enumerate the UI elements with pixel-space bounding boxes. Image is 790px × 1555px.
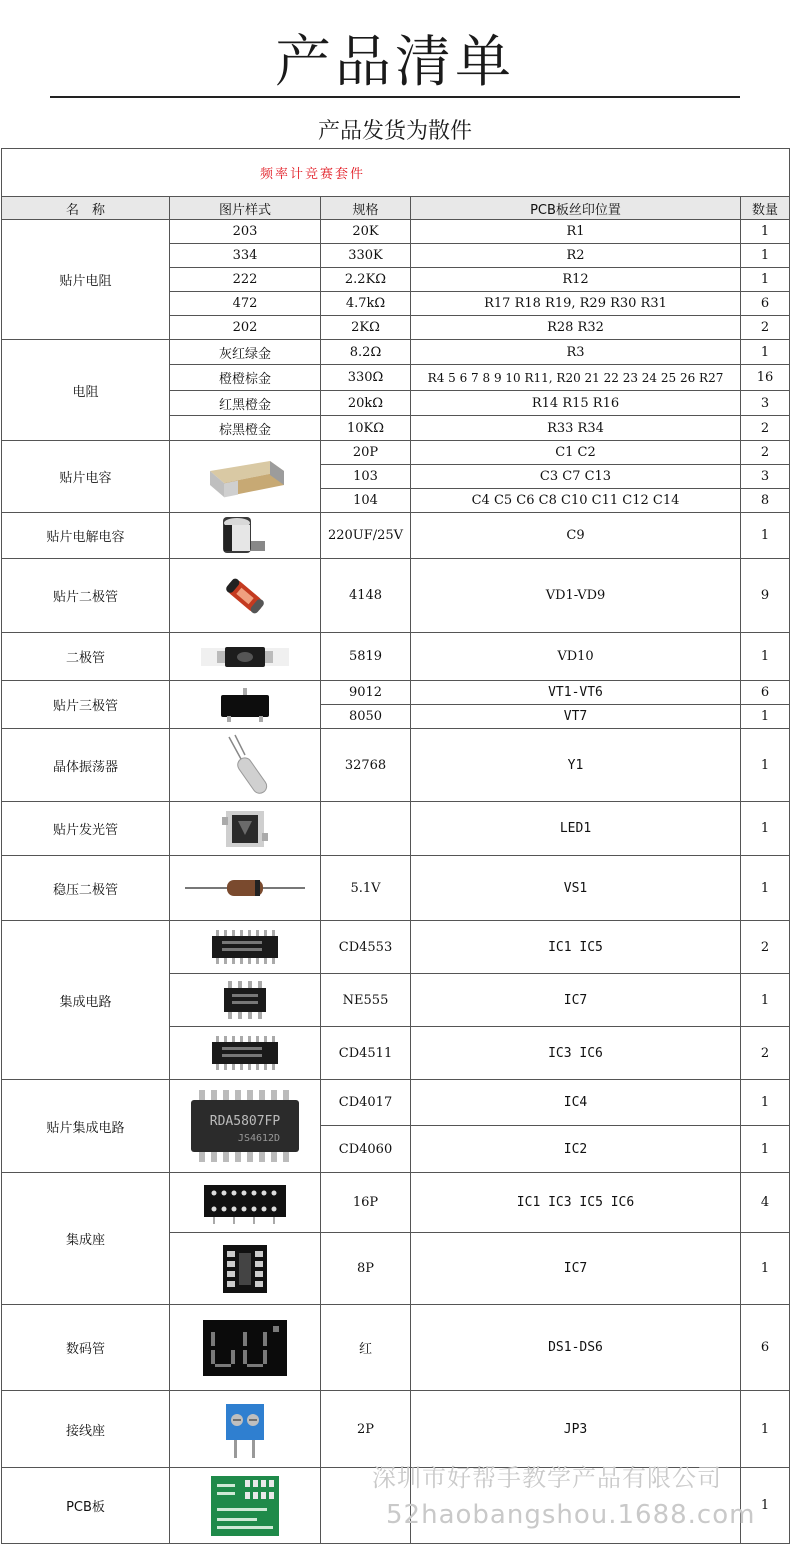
position: VD10 <box>411 633 741 681</box>
title-divider <box>50 96 740 98</box>
spec: 8050 <box>321 705 411 729</box>
qty: 1 <box>741 268 790 292</box>
table-row <box>2 921 790 974</box>
qty: 2 <box>741 1027 790 1080</box>
qty: 1 <box>741 1126 790 1173</box>
image-text: 472 <box>170 292 321 316</box>
spec: 32768 <box>321 729 411 802</box>
position: IC7 <box>411 974 741 1027</box>
qty: 1 <box>741 802 790 856</box>
category-name: 晶体振荡器 <box>2 729 170 802</box>
position: VS1 <box>411 856 741 921</box>
qty: 6 <box>741 1305 790 1391</box>
component-image <box>170 802 321 856</box>
qty: 1 <box>741 633 790 681</box>
spec: NE555 <box>321 974 411 1027</box>
spec: CD4060 <box>321 1126 411 1173</box>
spec: 2.2KΩ <box>321 268 411 292</box>
qty: 4 <box>741 1173 790 1233</box>
sot23-transistor-icon <box>215 686 275 724</box>
table-row <box>2 1305 790 1391</box>
position: IC4 <box>411 1080 741 1126</box>
qty: 1 <box>741 1468 790 1544</box>
table-row <box>2 340 790 365</box>
position: R3 <box>411 340 741 365</box>
spec: CD4553 <box>321 921 411 974</box>
soic-ic-icon <box>185 1088 305 1164</box>
table-row <box>2 681 790 705</box>
color-code: 红黑橙金 <box>170 391 321 416</box>
position: R2 <box>411 244 741 268</box>
spec: 8P <box>321 1233 411 1305</box>
product-list-table <box>1 148 790 1544</box>
spec: 4.7kΩ <box>321 292 411 316</box>
page-title: 产品清单 <box>275 30 515 95</box>
component-image <box>170 1305 321 1391</box>
category-name: 接线座 <box>2 1391 170 1468</box>
spec: 9012 <box>321 681 411 705</box>
component-image <box>170 1027 321 1080</box>
image-text: 222 <box>170 268 321 292</box>
position: IC3 IC6 <box>411 1027 741 1080</box>
position: R14 R15 R16 <box>411 391 741 416</box>
color-code: 棕黑橙金 <box>170 416 321 441</box>
page-subtitle: 产品发货为散件 <box>317 119 472 144</box>
dip16-socket-icon <box>200 1181 290 1225</box>
qty: 16 <box>741 365 790 391</box>
category-name: 贴片集成电路 <box>2 1080 170 1173</box>
smd-capacitor-icon <box>200 453 290 501</box>
header-name: 名 称 <box>2 197 170 220</box>
table-row <box>2 559 790 633</box>
qty: 1 <box>741 856 790 921</box>
terminal-block-icon <box>220 1398 270 1460</box>
position: C4 C5 C6 C8 C10 C11 C12 C14 <box>411 489 741 513</box>
table-row <box>2 856 790 921</box>
image-text: 202 <box>170 316 321 340</box>
position: R4 5 6 7 8 9 10 R11, R20 21 22 23 24 25 26 R27 <box>411 365 741 391</box>
spec: CD4017 <box>321 1080 411 1126</box>
category-name: 贴片发光管 <box>2 802 170 856</box>
component-image <box>170 1173 321 1233</box>
qty: 1 <box>741 220 790 244</box>
spec: 5.1V <box>321 856 411 921</box>
spec: 20K <box>321 220 411 244</box>
spec: 20kΩ <box>321 391 411 416</box>
category-name: 电阻 <box>2 340 170 441</box>
component-image <box>170 441 321 513</box>
spec: 4148 <box>321 559 411 633</box>
smd-led-icon <box>220 807 270 851</box>
qty: 2 <box>741 441 790 465</box>
pcb-board-icon <box>209 1474 281 1538</box>
position: Y1 <box>411 729 741 802</box>
spec: 8.2Ω <box>321 340 411 365</box>
qty: 1 <box>741 513 790 559</box>
image-text: 203 <box>170 220 321 244</box>
chip-code: JS4612D <box>237 1133 281 1144</box>
category-name: 贴片电容 <box>2 441 170 513</box>
component-image <box>170 1391 321 1468</box>
position: R33 R34 <box>411 416 741 441</box>
spec: 2KΩ <box>321 316 411 340</box>
spec: 104 <box>321 489 411 513</box>
position: C1 C2 <box>411 441 741 465</box>
table-row <box>2 220 790 244</box>
crystal-icon <box>215 733 275 797</box>
spec: 红 <box>321 1305 411 1391</box>
spec: 330K <box>321 244 411 268</box>
position: IC1 IC5 <box>411 921 741 974</box>
table-row <box>2 441 790 465</box>
kit-title: 频率计竞赛套件 <box>2 149 790 197</box>
qty: 1 <box>741 729 790 802</box>
table-row <box>2 1391 790 1468</box>
position: LED1 <box>411 802 741 856</box>
qty: 3 <box>741 465 790 489</box>
category-name: 稳压二极管 <box>2 856 170 921</box>
watermark-url: 52haobangshou.1688.com <box>386 1500 756 1530</box>
qty: 2 <box>741 921 790 974</box>
category-name: 二极管 <box>2 633 170 681</box>
component-image <box>170 1080 321 1173</box>
position: R1 <box>411 220 741 244</box>
dip8-socket-icon <box>217 1241 273 1297</box>
qty: 1 <box>741 244 790 268</box>
header-qty: 数量 <box>741 197 790 220</box>
qty: 1 <box>741 1080 790 1126</box>
chip-marking: RDA5807FP <box>209 1114 281 1129</box>
qty: 1 <box>741 705 790 729</box>
position: VT1-VT6 <box>411 681 741 705</box>
component-image <box>170 681 321 729</box>
spec: 10KΩ <box>321 416 411 441</box>
position: VD1-VD9 <box>411 559 741 633</box>
position: IC1 IC3 IC5 IC6 <box>411 1173 741 1233</box>
header-spec: 规格 <box>321 197 411 220</box>
dip8-ic-icon <box>222 981 268 1019</box>
category-name: 贴片二极管 <box>2 559 170 633</box>
table-row <box>2 513 790 559</box>
zener-diode-icon <box>183 876 307 900</box>
position: IC2 <box>411 1126 741 1173</box>
spec: 2P <box>321 1391 411 1468</box>
position: R12 <box>411 268 741 292</box>
position: JP3 <box>411 1391 741 1468</box>
position: IC7 <box>411 1233 741 1305</box>
component-image <box>170 513 321 559</box>
category-name: 贴片三极管 <box>2 681 170 729</box>
color-code: 灰红绿金 <box>170 340 321 365</box>
position <box>411 1468 741 1544</box>
qty: 6 <box>741 681 790 705</box>
category-name: 集成座 <box>2 1173 170 1305</box>
table-row <box>2 1468 790 1544</box>
position: R28 R32 <box>411 316 741 340</box>
category-name: 贴片电解电容 <box>2 513 170 559</box>
table-row <box>2 1173 790 1233</box>
electrolytic-capacitor-icon <box>215 515 275 557</box>
category-name: PCB板 <box>2 1468 170 1544</box>
spec <box>321 802 411 856</box>
qty: 2 <box>741 416 790 441</box>
spec: 16P <box>321 1173 411 1233</box>
spec: 220UF/25V <box>321 513 411 559</box>
glass-diode-icon <box>215 568 275 624</box>
qty: 6 <box>741 292 790 316</box>
watermark-company: 深圳市好帮手教学产品有限公司 <box>372 1464 722 1492</box>
position: C3 C7 C13 <box>411 465 741 489</box>
component-image <box>170 921 321 974</box>
seven-segment-display-icon <box>203 1320 287 1376</box>
category-name: 数码管 <box>2 1305 170 1391</box>
qty: 1 <box>741 1233 790 1305</box>
header-image: 图片样式 <box>170 197 321 220</box>
component-image <box>170 856 321 921</box>
qty: 1 <box>741 974 790 1027</box>
component-image <box>170 559 321 633</box>
qty: 1 <box>741 340 790 365</box>
smd-diode-icon <box>197 642 293 672</box>
component-image <box>170 633 321 681</box>
category-name: 集成电路 <box>2 921 170 1080</box>
position: R17 R18 R19, R29 R30 R31 <box>411 292 741 316</box>
qty: 3 <box>741 391 790 416</box>
component-image <box>170 974 321 1027</box>
spec: 5819 <box>321 633 411 681</box>
qty: 2 <box>741 316 790 340</box>
category-name: 贴片电阻 <box>2 220 170 340</box>
dip16-ic-icon <box>210 930 280 964</box>
position: C9 <box>411 513 741 559</box>
dip16-ic-icon <box>210 1036 280 1070</box>
position: VT7 <box>411 705 741 729</box>
table-header-row <box>2 197 790 220</box>
spec: 330Ω <box>321 365 411 391</box>
spec: 20P <box>321 441 411 465</box>
qty: 8 <box>741 489 790 513</box>
color-code: 橙橙棕金 <box>170 365 321 391</box>
component-image <box>170 729 321 802</box>
position: DS1-DS6 <box>411 1305 741 1391</box>
component-image <box>170 1468 321 1544</box>
qty: 9 <box>741 559 790 633</box>
component-image <box>170 1233 321 1305</box>
table-row <box>2 729 790 802</box>
header-position: PCB板丝印位置 <box>411 197 741 220</box>
spec: CD4511 <box>321 1027 411 1080</box>
table-row <box>2 1080 790 1126</box>
spec <box>321 1468 411 1544</box>
image-text: 334 <box>170 244 321 268</box>
table-row <box>2 633 790 681</box>
table-row <box>2 802 790 856</box>
spec: 103 <box>321 465 411 489</box>
qty: 1 <box>741 1391 790 1468</box>
